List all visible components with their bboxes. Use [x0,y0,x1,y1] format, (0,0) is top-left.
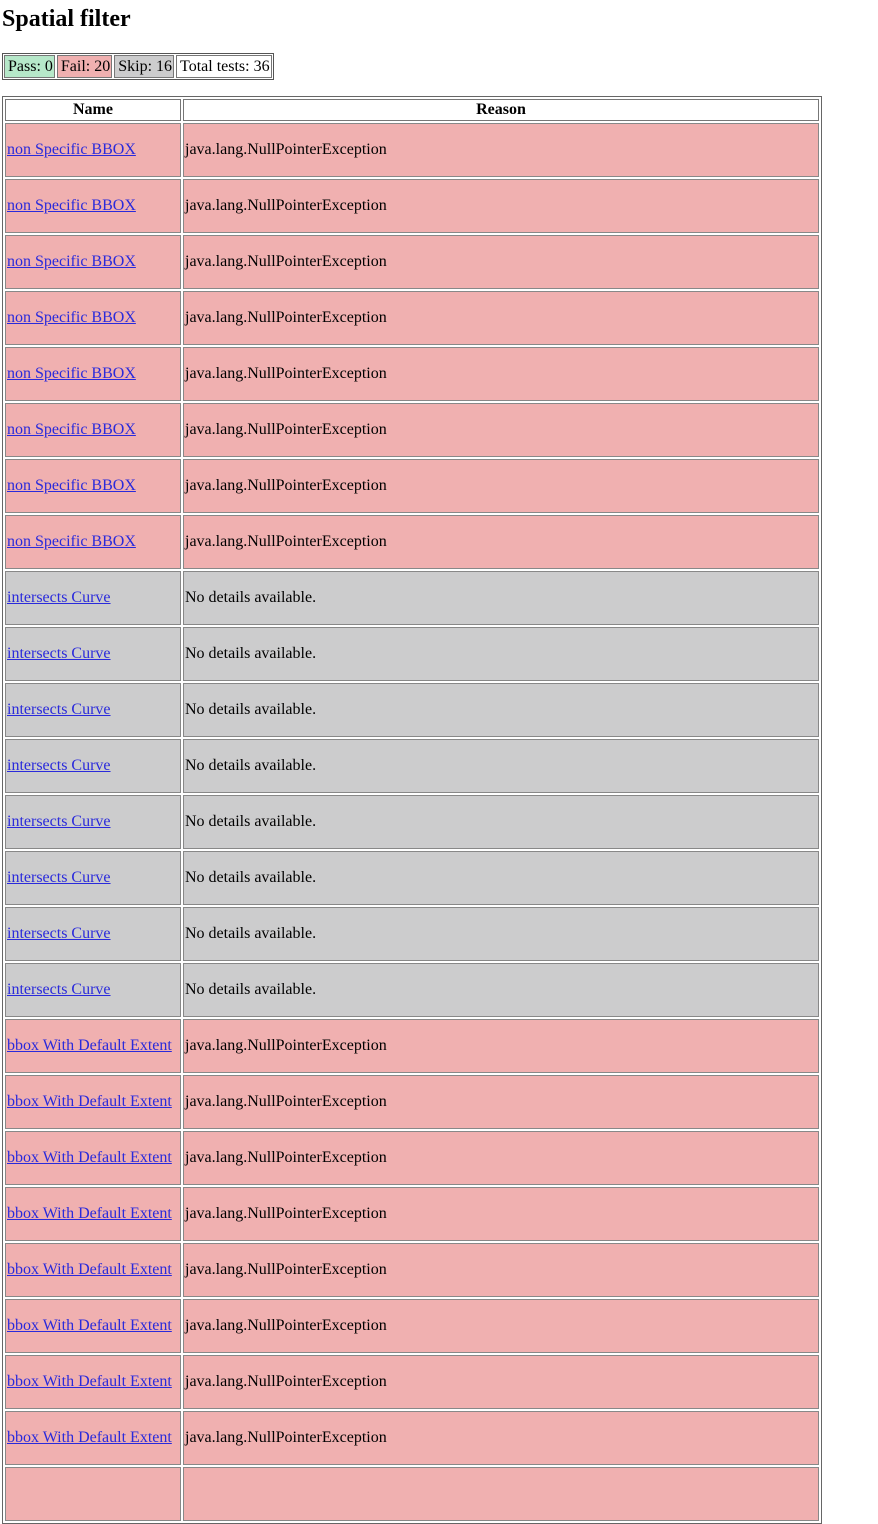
test-name-link[interactable]: non Specific BBOX [7,365,136,382]
test-reason-cell: java.lang.NullPointerException [183,1131,819,1185]
test-reason-cell: java.lang.NullPointerException [183,1355,819,1409]
test-name-link[interactable]: non Specific BBOX [7,197,136,214]
test-reason-cell: No details available. [183,683,819,737]
test-name-cell [5,1299,181,1353]
test-name-link[interactable]: bbox With Default Extent [7,1205,172,1222]
test-name-link[interactable]: non Specific BBOX [7,253,136,270]
test-name-cell [5,1411,181,1465]
test-name-link[interactable]: non Specific BBOX [7,477,136,494]
test-reason-cell: java.lang.NullPointerException [183,1411,819,1465]
test-name-cell [5,1243,181,1297]
test-name-link[interactable]: bbox With Default Extent [7,1317,172,1334]
test-name-cell [5,1075,181,1129]
test-name-cell [5,347,181,401]
test-reason-cell: No details available. [183,739,819,793]
table-row [5,235,819,289]
test-name-cell [5,1131,181,1185]
results-table [2,96,822,1524]
test-reason-cell: No details available. [183,571,819,625]
test-name-link[interactable]: intersects Curve [7,981,111,998]
test-name-link[interactable]: intersects Curve [7,925,111,942]
table-row [5,403,819,457]
test-reason-cell: No details available. [183,627,819,681]
table-row [5,1075,819,1129]
test-name-link[interactable]: intersects Curve [7,869,111,886]
table-row [5,1411,819,1465]
table-row [5,459,819,513]
table-row [5,851,819,905]
table-row [5,123,819,177]
test-name-cell [5,1355,181,1409]
skip-count: Skip: 16 [114,55,174,78]
test-reason-cell: java.lang.NullPointerException [183,347,819,401]
table-row [5,1299,819,1353]
table-row [5,179,819,233]
table-row [5,1467,819,1521]
table-row [5,795,819,849]
table-row [5,1243,819,1297]
test-name-cell [5,123,181,177]
table-row [5,907,819,961]
test-name-link[interactable]: bbox With Default Extent [7,1261,172,1278]
test-name-link[interactable]: non Specific BBOX [7,309,136,326]
test-name-link[interactable]: non Specific BBOX [7,421,136,438]
test-name-cell [5,739,181,793]
test-reason-cell: java.lang.NullPointerException [183,123,819,177]
table-row [5,1355,819,1409]
pass-count: Pass: 0 [4,55,55,78]
column-header-reason: Reason [183,99,819,121]
test-name-cell [5,963,181,1017]
test-name-cell [5,459,181,513]
test-name-cell [5,795,181,849]
test-name-link[interactable]: intersects Curve [7,757,111,774]
test-name-cell [5,291,181,345]
table-row [5,1131,819,1185]
page-title: Spatial filter [2,6,131,32]
test-name-link[interactable]: non Specific BBOX [7,533,136,550]
column-header-name: Name [5,99,181,121]
test-reason-cell: No details available. [183,795,819,849]
test-name-cell [5,627,181,681]
test-name-cell [5,683,181,737]
test-reason-cell: java.lang.NullPointerException [183,1187,819,1241]
table-header-row [5,99,819,121]
test-name-link[interactable]: bbox With Default Extent [7,1149,172,1166]
test-reason-cell: No details available. [183,851,819,905]
test-name-link[interactable]: bbox With Default Extent [7,1373,172,1390]
test-name-cell [5,179,181,233]
test-name-cell [5,1467,181,1521]
fail-count: Fail: 20 [57,55,112,78]
table-row [5,739,819,793]
test-name-cell [5,235,181,289]
table-row [5,627,819,681]
table-row [5,291,819,345]
test-name-link[interactable]: bbox With Default Extent [7,1093,172,1110]
test-name-link[interactable]: intersects Curve [7,589,111,606]
test-name-cell [5,907,181,961]
test-reason-cell: No details available. [183,963,819,1017]
results-body [5,123,819,1521]
table-row [5,515,819,569]
table-row [5,1187,819,1241]
test-name-cell [5,1019,181,1073]
test-name-cell [5,403,181,457]
table-row [5,683,819,737]
test-name-link[interactable]: bbox With Default Extent [7,1037,172,1054]
test-summary [2,53,274,80]
test-name-cell [5,571,181,625]
test-reason-cell: java.lang.NullPointerException [183,179,819,233]
test-reason-cell: No details available. [183,907,819,961]
test-reason-cell [183,1467,819,1521]
total-count: Total tests: 36 [176,55,272,78]
test-reason-cell: java.lang.NullPointerException [183,1243,819,1297]
table-row [5,1019,819,1073]
test-name-cell [5,851,181,905]
test-name-link[interactable]: intersects Curve [7,701,111,718]
table-row [5,571,819,625]
test-reason-cell: java.lang.NullPointerException [183,459,819,513]
table-row [5,347,819,401]
test-reason-cell: java.lang.NullPointerException [183,1019,819,1073]
test-name-cell [5,1187,181,1241]
test-name-link[interactable]: non Specific BBOX [7,141,136,158]
test-name-cell [5,515,181,569]
test-reason-cell: java.lang.NullPointerException [183,291,819,345]
test-reason-cell: java.lang.NullPointerException [183,235,819,289]
test-name-link[interactable]: bbox With Default Extent [7,1429,172,1446]
test-reason-cell: java.lang.NullPointerException [183,1075,819,1129]
test-reason-cell: java.lang.NullPointerException [183,515,819,569]
test-name-link[interactable]: intersects Curve [7,645,111,662]
test-reason-cell: java.lang.NullPointerException [183,403,819,457]
table-row [5,963,819,1017]
test-reason-cell: java.lang.NullPointerException [183,1299,819,1353]
test-name-link[interactable]: intersects Curve [7,813,111,830]
